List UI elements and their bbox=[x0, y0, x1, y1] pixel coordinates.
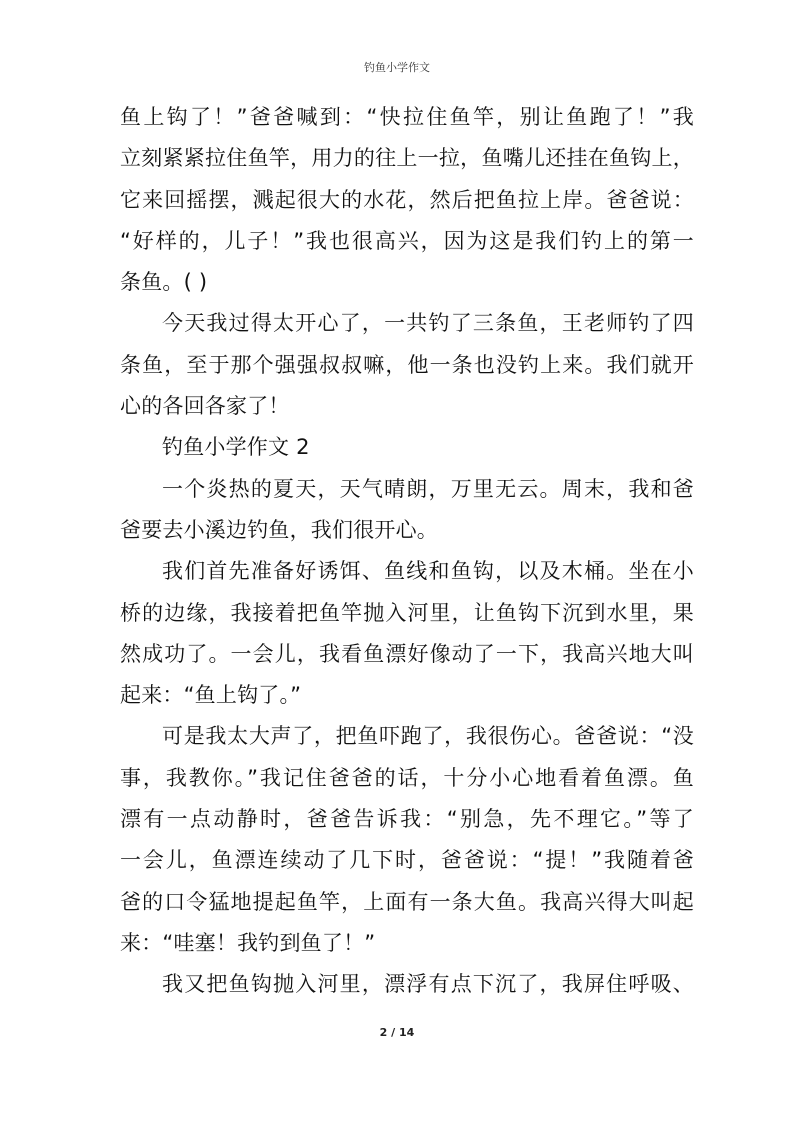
paragraph-first-line: 我又把鱼钩抛入河里，漂浮有点下沉了，我屏住呼吸、 bbox=[162, 972, 694, 997]
paragraph-first-line: 我们首先准备好诱饵、鱼线和鱼钩，以及木桶。坐在小 bbox=[162, 559, 694, 584]
text-line: 鱼上钩了！”爸爸喊到：“快拉住鱼竿，别让鱼跑了！”我 bbox=[120, 105, 694, 129]
text-line: 爸的口令猛地提起鱼竿，上面有一条大鱼。我高兴得大叫起 bbox=[120, 889, 694, 914]
text-line: “好样的，儿子！”我也很高兴，因为这是我们钓上的第一 bbox=[120, 228, 694, 253]
text-line: 起来：“鱼上钩了。” bbox=[120, 683, 302, 708]
text-line: 然成功了。一会儿，我看鱼漂好像动了一下，我高兴地大叫 bbox=[120, 641, 694, 666]
page-number: 2 / 14 bbox=[379, 1026, 415, 1039]
text-line: 来：“哇塞！我钓到鱼了！” bbox=[120, 930, 376, 955]
text-line: 爸要去小溪边钓鱼，我们很开心。 bbox=[120, 517, 438, 542]
text-line: 立刻紧紧拉住鱼竿，用力的往上一拉，鱼嘴儿还挂在鱼钩上， bbox=[120, 146, 694, 171]
page-header-title: 钓鱼小学作文 bbox=[364, 61, 430, 74]
text-line: 条鱼。( ) bbox=[120, 270, 208, 295]
paragraph-first-line: 一个炎热的夏天，天气晴朗，万里无云。周末，我和爸 bbox=[162, 476, 694, 501]
text-line: 桥的边缘，我接着把鱼竿抛入河里，让鱼钩下沉到水里，果 bbox=[120, 600, 694, 625]
text-line: 心的各回各家了！ bbox=[120, 394, 290, 419]
text-line: 条鱼，至于那个强强叔叔嘛，他一条也没钓上来。我们就开 bbox=[120, 352, 694, 377]
paragraph-first-line: 今天我过得太开心了，一共钓了三条鱼，王老师钓了四 bbox=[162, 311, 694, 336]
paragraph-first-line: 可是我太大声了，把鱼吓跑了，我很伤心。爸爸说：“没 bbox=[162, 724, 694, 749]
essay-body bbox=[120, 97, 694, 1006]
text-line: 一会儿，鱼漂连续动了几下时，爸爸说：“提！”我随着爸 bbox=[120, 848, 694, 873]
text-line: 漂有一点动静时，爸爸告诉我：“别急，先不理它。”等了 bbox=[120, 807, 694, 832]
text-line: 它来回摇摆，溅起很大的水花，然后把鱼拉上岸。爸爸说： bbox=[120, 187, 694, 212]
text-line: 事，我教你。”我记住爸爸的话，十分小心地看着鱼漂。鱼 bbox=[120, 765, 694, 790]
section-heading: 钓鱼小学作文 2 bbox=[162, 435, 310, 460]
